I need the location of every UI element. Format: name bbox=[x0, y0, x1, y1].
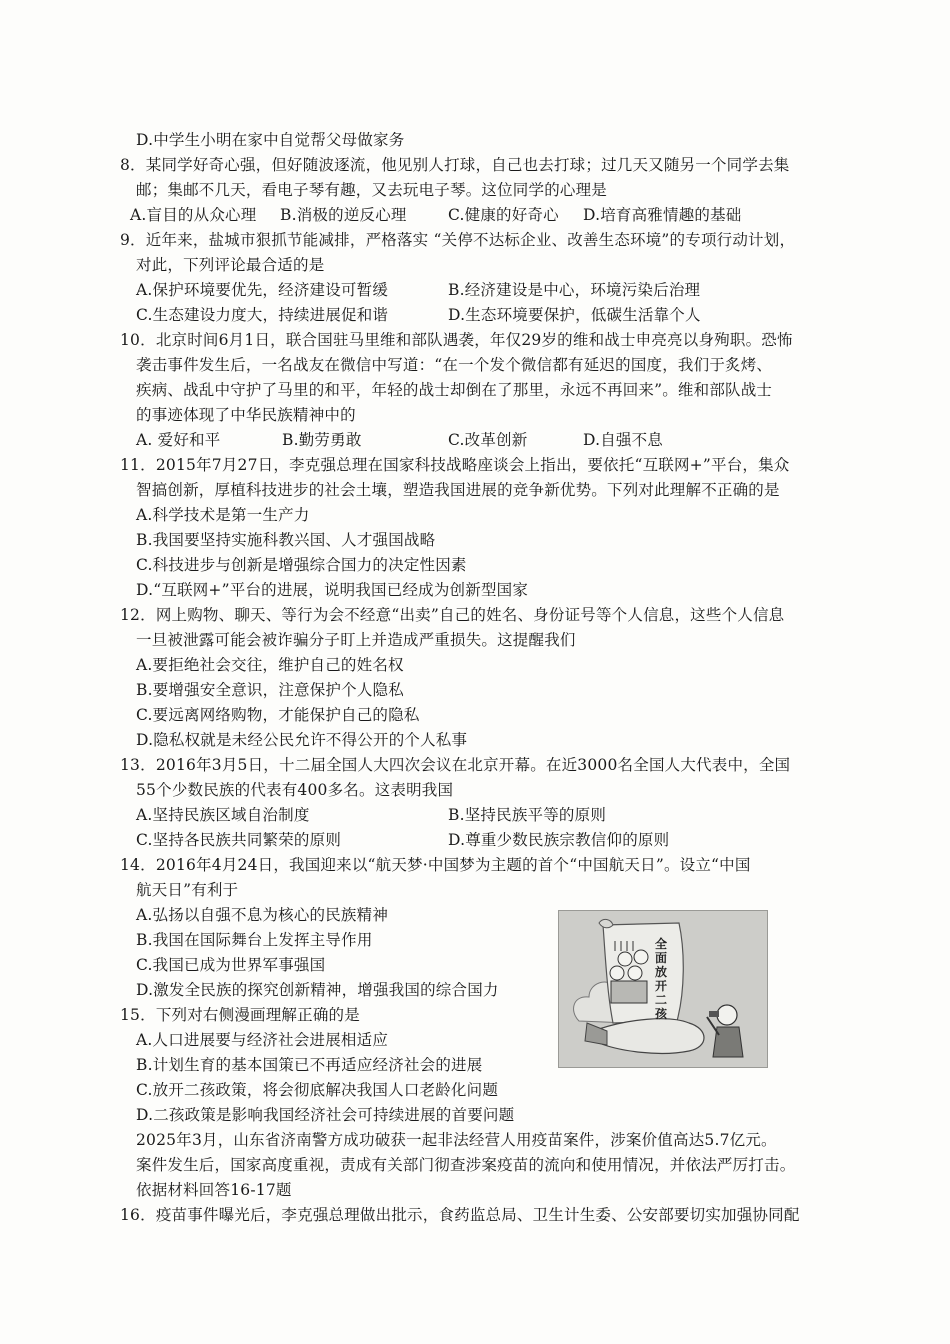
q8-option-c: C.健康的好奇心 bbox=[448, 206, 559, 224]
q10-stem-cont3: 的事迹体现了中华民族精神中的 bbox=[136, 406, 356, 424]
q10-option-b: B.勤劳勇敢 bbox=[282, 431, 362, 449]
q10-stem: 10．北京时间6月1日，联合国驻马里维和部队遇袭，年仅29岁的维和战士申亮亮以身殉职。恐怖 bbox=[120, 331, 793, 349]
q8-option-d: D.培育高雅情趣的基础 bbox=[583, 206, 742, 224]
q13-stem-cont: 55个少数民族的代表有400多名。这表明我国 bbox=[136, 781, 454, 799]
q10-option-d: D.自强不息 bbox=[583, 431, 664, 449]
q12-stem: 12．网上购物、聊天、等行为会不经意“出卖”自己的姓名、身份证号等个人信息，这些个人信息 bbox=[120, 606, 785, 624]
material-instruction: 依据材料回答16-17题 bbox=[136, 1181, 292, 1199]
q13-stem: 13．2016年3月5日，十二届全国人大四次会议在北京开幕。在近3000名全国人大代表中，全国 bbox=[120, 756, 791, 774]
q15-option-a: A.人口进展要与经济社会进展相适应 bbox=[136, 1031, 389, 1049]
q13-option-a: A.坚持民族区域自治制度 bbox=[136, 806, 310, 824]
q14-option-a: A.弘扬以自强不息为核心的民族精神 bbox=[136, 906, 389, 924]
q10-stem-cont1: 袭击事件发生后，一名战友在微信中写道：“在一个发个微信都有延迟的国度，我们于炙烤、 bbox=[136, 356, 773, 374]
q14-stem-cont: 航天日”有利于 bbox=[136, 881, 239, 899]
q13-option-d: D.尊重少数民族宗教信仰的原则 bbox=[448, 831, 670, 849]
q13-option-c: C.坚持各民族共同繁荣的原则 bbox=[136, 831, 342, 849]
q16-stem: 16．疫苗事件曝光后，李克强总理做出批示，食药监总局、卫生计生委、公安部要切实加强协同配 bbox=[120, 1206, 800, 1224]
q14-option-d: D.激发全民族的探究创新精神，增强我国的综合国力 bbox=[136, 981, 499, 999]
q8-option-b: B.消极的逆反心理 bbox=[280, 206, 407, 224]
q8-option-a: A.盲目的从众心理 bbox=[130, 206, 257, 224]
cartoon-banner-text: 全面放开二孩 bbox=[655, 937, 668, 1021]
q11-option-a: A.科学技术是第一生产力 bbox=[136, 506, 310, 524]
q12-option-b: B.要增强安全意识，注意保护个人隐私 bbox=[136, 681, 404, 699]
q11-option-c: C.科技进步与创新是增强综合国力的决定性因素 bbox=[136, 556, 467, 574]
q12-option-c: C.要远离网络购物，才能保护自己的隐私 bbox=[136, 706, 420, 724]
q12-option-d: D.隐私权就是未经公民允许不得公开的个人私事 bbox=[136, 731, 468, 749]
q9-option-b: B.经济建设是中心，环境污染后治理 bbox=[448, 281, 701, 299]
material-para-1: 2025年3月，山东省济南警方成功破获一起非法经营人用疫苗案件，涉案价值高达5.7亿元。 bbox=[136, 1131, 777, 1149]
q7-option-d: D.中学生小明在家中自觉帮父母做家务 bbox=[136, 131, 405, 149]
q13-option-b: B.坚持民族平等的原则 bbox=[448, 806, 607, 824]
q14-option-c: C.我国已成为世界军事强国 bbox=[136, 956, 326, 974]
material-para-2: 案件发生后，国家高度重视，责成有关部门彻查涉案疫苗的流向和使用情况，并依法严厉打击。 bbox=[136, 1156, 796, 1174]
q12-option-a: A.要拒绝社会交往，维护自己的姓名权 bbox=[136, 656, 404, 674]
q15-option-c: C.放开二孩政策，将会彻底解决我国人口老龄化问题 bbox=[136, 1081, 499, 1099]
q11-option-b: B.我国要坚持实施科教兴国、人才强国战略 bbox=[136, 531, 436, 549]
cartoon-image bbox=[558, 910, 768, 1068]
q10-option-a: A. 爱好和平 bbox=[136, 431, 221, 449]
q11-stem: 11．2015年7月27日，李克强总理在国家科技战略座谈会上指出，要依托“互联网+”平台，集众 bbox=[120, 456, 790, 474]
q8-stem-cont: 邮；集邮不几天，看电子琴有趣，又去玩电子琴。这位同学的心理是 bbox=[136, 181, 608, 199]
q10-stem-cont2: 疾病、战乱中守护了马里的和平，年轻的战士却倒在了那里，永远不再回来”。维和部队战士 bbox=[136, 381, 773, 399]
q10-option-c: C.改革创新 bbox=[448, 431, 528, 449]
q15-option-d: D.二孩政策是影响我国经济社会可持续进展的首要问题 bbox=[136, 1106, 515, 1124]
q12-stem-cont: 一旦被泄露可能会被诈骗分子盯上并造成严重损失。这提醒我们 bbox=[136, 631, 576, 649]
q14-option-b: B.我国在国际舞台上发挥主导作用 bbox=[136, 931, 373, 949]
q9-stem: 9．近年来，盐城市狠抓节能减排，严格落实 “关停不达标企业、改善生态环境”的专项行动计划， bbox=[120, 231, 796, 249]
q9-option-c: C.生态建设力度大，持续进展促和谐 bbox=[136, 306, 389, 324]
q14-stem: 14．2016年4月24日，我国迎来以“航天梦·中国梦为主题的首个“中国航天日”。设立“中国 bbox=[120, 856, 751, 874]
q11-option-d: D.“互联网+”平台的进展，说明我国已经成为创新型国家 bbox=[136, 581, 529, 599]
q8-stem: 8．某同学好奇心强，但好随波逐流，他见别人打球，自己也去打球；过几天又随另一个同学去集 bbox=[120, 156, 790, 174]
q15-stem: 15．下列对右侧漫画理解正确的是 bbox=[120, 1006, 360, 1024]
q11-stem-cont: 智搞创新，厚植科技进步的社会土壤，塑造我国进展的竞争新优势。下列对此理解不正确的是 bbox=[136, 481, 780, 499]
q9-option-d: D.生态环境要保护，低碳生活靠个人 bbox=[448, 306, 701, 324]
q9-option-a: A.保护环境要优先，经济建设可暂缓 bbox=[136, 281, 389, 299]
q9-stem-cont: 对此，下列评论最合适的是 bbox=[136, 256, 325, 274]
q15-option-b: B.计划生育的基本国策已不再适应经济社会的进展 bbox=[136, 1056, 483, 1074]
